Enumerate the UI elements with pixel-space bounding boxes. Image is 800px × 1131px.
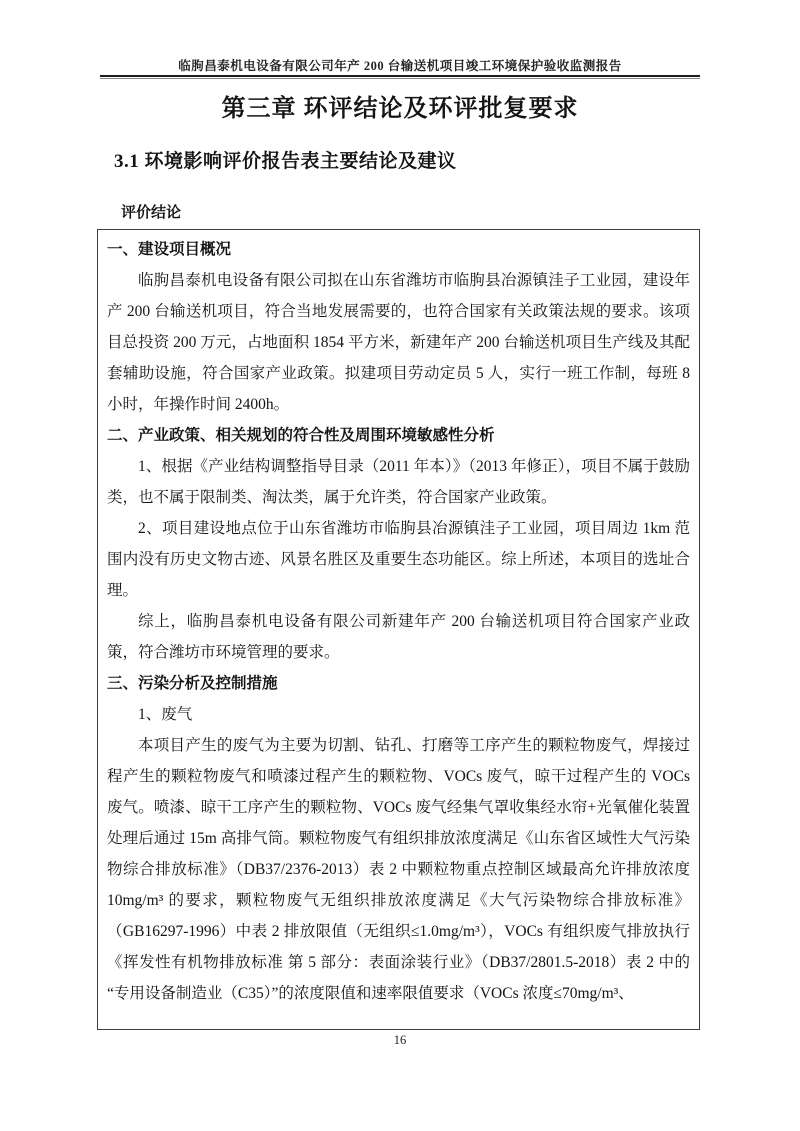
conclusion-heading-project-overview: 一、建设项目概况 bbox=[107, 241, 232, 258]
page-header-title: 临朐昌泰机电设备有限公司年产 200 台输送机项目竣工环境保护验收监测报告 bbox=[178, 59, 622, 73]
section-title: 3.1 环境影响评价报告表主要结论及建议 bbox=[114, 151, 457, 172]
conclusion-paragraph-policy-summary: 综上，临朐昌泰机电设备有限公司新建年产 200 台输送机项目符合国家产业政策，符合潍坊市环境管理的要求。 bbox=[107, 613, 690, 661]
evaluation-conclusion-label: 评价结论 bbox=[121, 205, 182, 221]
conclusion-paragraph-project-overview: 临朐昌泰机电设备有限公司拟在山东省潍坊市临朐县冶源镇洼子工业园，建设年产 200 台输送机项目，符合当地发展需要的，也符合国家有关政策法规的要求。该项目总投资 200 万元，占地面积 1854 平方米，新建年产 200 台输送机项目生产线及其配套辅助设施，符合国家产业政策。拟建项目劳动定员 5 人，实行一班工作制，每班 8 小时，年操作时间 2400h。 bbox=[107, 272, 690, 413]
evaluation-conclusion-box bbox=[97, 229, 700, 1030]
conclusion-paragraph-waste-gas-detail: 本项目产生的废气为主要为切割、钻孔、打磨等工序产生的颗粒物废气，焊接过程产生的颗粒物废气和喷漆过程产生的颗粒物、VOCs 废气，晾干过程产生的 VOCs 废气。喷漆、晾干工序产生的颗粒物、VOCs 废气经集气罩收集经水帘+光氧催化装置处理后通过 15m 高排气筒。颗粒物废气有组织排放浓度满足《山东省区域性大气污染物综合排放标准》（DB37/2376-2013）表 2 中颗粒物重点控制区域最高允许排放浓度 10mg/m³ 的要求，颗粒物废气无组织排放浓度满足《大气污染物综合排放标准》（GB16297-1996）中表 2 排放限值（无组织≤1.0mg/m³），VOCs 有组织废气排放执行《挥发性有机物排放标准 第 5 部分：表面涂装行业》（DB37/2801.5-2018）表 2 中的“专用设备制造业（C35）”的浓度限值和速率限值要求（VOCs 浓度≤70mg/m³、 bbox=[107, 737, 690, 1002]
conclusion-subheading-waste-gas: 1、废气 bbox=[138, 706, 193, 723]
conclusion-heading-policy-compliance: 二、产业政策、相关规划的符合性及周围环境敏感性分析 bbox=[107, 427, 495, 444]
conclusion-paragraph-site-selection: 2、项目建设地点位于山东省潍坊市临朐县冶源镇洼子工业园，项目周边 1km 范围内没有历史文物古迹、风景名胜区及重要生态功能区。综上所述，本项目的选址合理。 bbox=[107, 520, 690, 599]
header-divider-line bbox=[100, 75, 700, 79]
conclusion-heading-pollution-control: 三、污染分析及控制措施 bbox=[107, 675, 278, 692]
chapter-title: 第三章 环评结论及环评批复要求 bbox=[221, 96, 579, 122]
conclusion-paragraph-catalog-compliance: 1、根据《产业结构调整指导目录（2011 年本）》（2013 年修正），项目不属于鼓励类，也不属于限制类、淘汰类，属于允许类，符合国家产业政策。 bbox=[107, 458, 690, 506]
page-number: 16 bbox=[393, 1033, 407, 1047]
